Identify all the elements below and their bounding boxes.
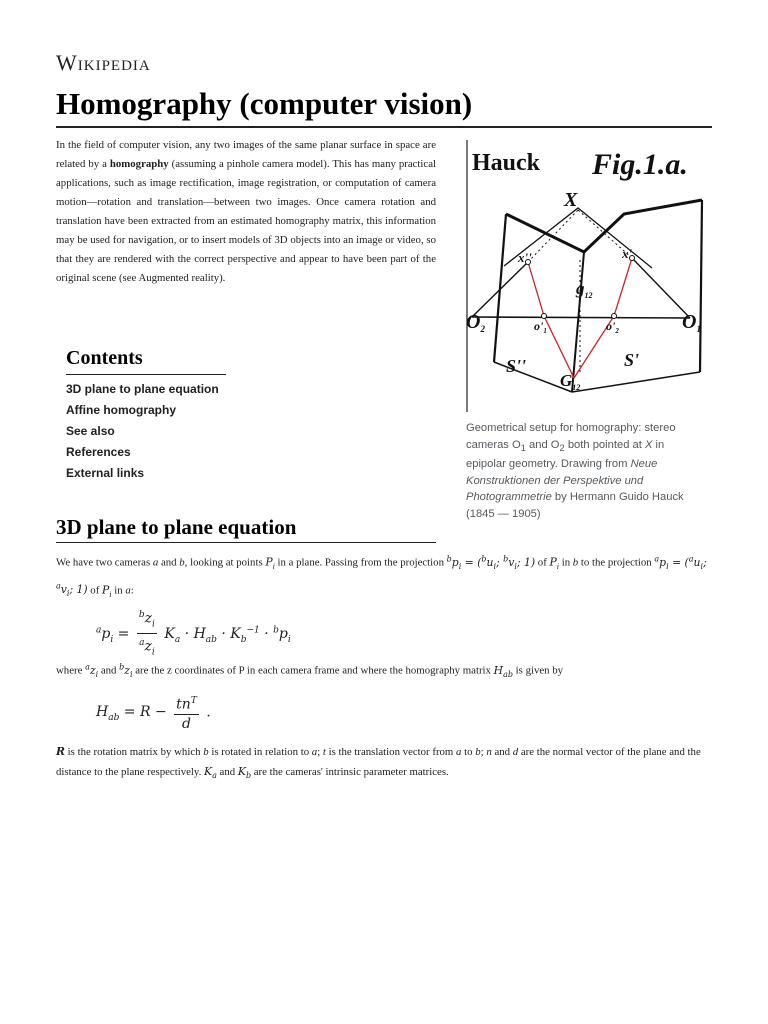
fig-label-S1: S' [624,350,640,370]
section-paragraph-1: We have two cameras a and b, looking at points $P_i$ in a plane. Passing from the projection $^bp_i = (^bu_i$; $^bv_i$; 1) of $P_i$ in b to the projection $^ap_i = (^au_i$; $^av_i$; 1) of $P_i$ in a: [56,554,707,599]
toc-item-3d-plane[interactable]: 3D plane to plane equation [66,382,219,396]
toc-list [66,379,226,484]
table-of-contents [66,344,226,484]
intro-paragraph [56,136,436,288]
equation-projection: $^ap_i$ = $\frac{^bz_i}{^az_i}$ $K_a \cdot H_{ab} \cdot K_b^{-1} \cdot ^bp_i$ [96,606,291,662]
section-paragraph-2: where $^az_i$ and $^bz_i$ are the z coordinates of P in each camera frame and where the homography matrix $H_{ab}$ is given by [56,662,564,679]
toc-heading: Contents [66,347,143,369]
fig-label-x1: x' [622,246,633,261]
fig-label-o1: $o'_1$ [534,319,547,335]
toc-item-external-links[interactable]: External links [66,466,145,480]
fig-label-g12: $g_{12}$ [576,279,593,300]
toc-item-affine[interactable]: Affine homography [66,403,176,417]
page-title: Homography (computer vision) [56,86,473,121]
toc-item-see-also[interactable]: See also [66,424,115,438]
figure-caption: Geometrical setup for homography: stereo cameras $O_1$ and $O_2$ both pointed at X in epipolar geometry. Drawing from Neue Konstruktionen der Perspektive und Photogrammetrie by Hermann Guido Hauck (1845 — 1905) [466,422,684,520]
fig-label-S2: S'' [506,356,527,376]
hauck-drawing[interactable] [464,140,712,412]
wordmark-text: Wikipedia [56,50,151,75]
section-paragraph-3: R is the rotation matrix by which b is rotated in relation to a; t is the translation vector from a to b; n and d are the normal vector of the plane and the distance to the plane respectively. $K_a$ and $K_b$ are the cameras' intrinsic parameter matrices. [56,745,701,781]
section-heading-3d-plane: 3D plane to plane equation [56,515,297,539]
intro-text-1: In the field of computer vision, any two images of the same planar surface in space are related by a [56,139,436,170]
fig-hauck-label: Hauck [472,150,541,176]
intro-bold-term: homography [109,158,169,170]
math-projection-b: $^bp_i = (^bu_i$; $^bv_i$; 1) [446,554,536,571]
fig-label-O1: $O_1$ [682,311,701,334]
toc-item-references[interactable]: References [66,445,131,459]
wikipedia-wordmark[interactable] [56,50,151,76]
fig-label-x2: x'' [518,250,532,265]
toc-divider [66,374,226,375]
equation-homography: $H_{ab} = R$ − $\frac{tn^T}{d}$ . [96,692,211,733]
fig-label-X: X [564,189,578,211]
fig-label-O2: $O_2$ [466,311,485,334]
hauck-figure [464,140,712,522]
fig-label-o2: $o'_2$ [606,319,619,335]
fig-label-G12: $G_{12}$ [560,371,581,392]
section-divider [56,542,436,543]
intro-text-2: (assuming a pinhole camera model). This has many practical applications, such as image rectification, image registration, or computation of camera motion—rotation and translation—between two images. Once camera rotation and translation have been extracted from an estimated homography matrix, this information may be used for navigation, or to insert models of 3D objects into an image or video, so that they are rendered with the correct perspective and appear to have been part of the original scene (see Augmented reality). [56,158,437,284]
fig-number-label: Fig.1.a. [592,148,688,181]
title-divider [56,126,712,128]
math-projection-a: $^ap_i = (^au_i$; $^av_i$; 1) [56,554,707,599]
